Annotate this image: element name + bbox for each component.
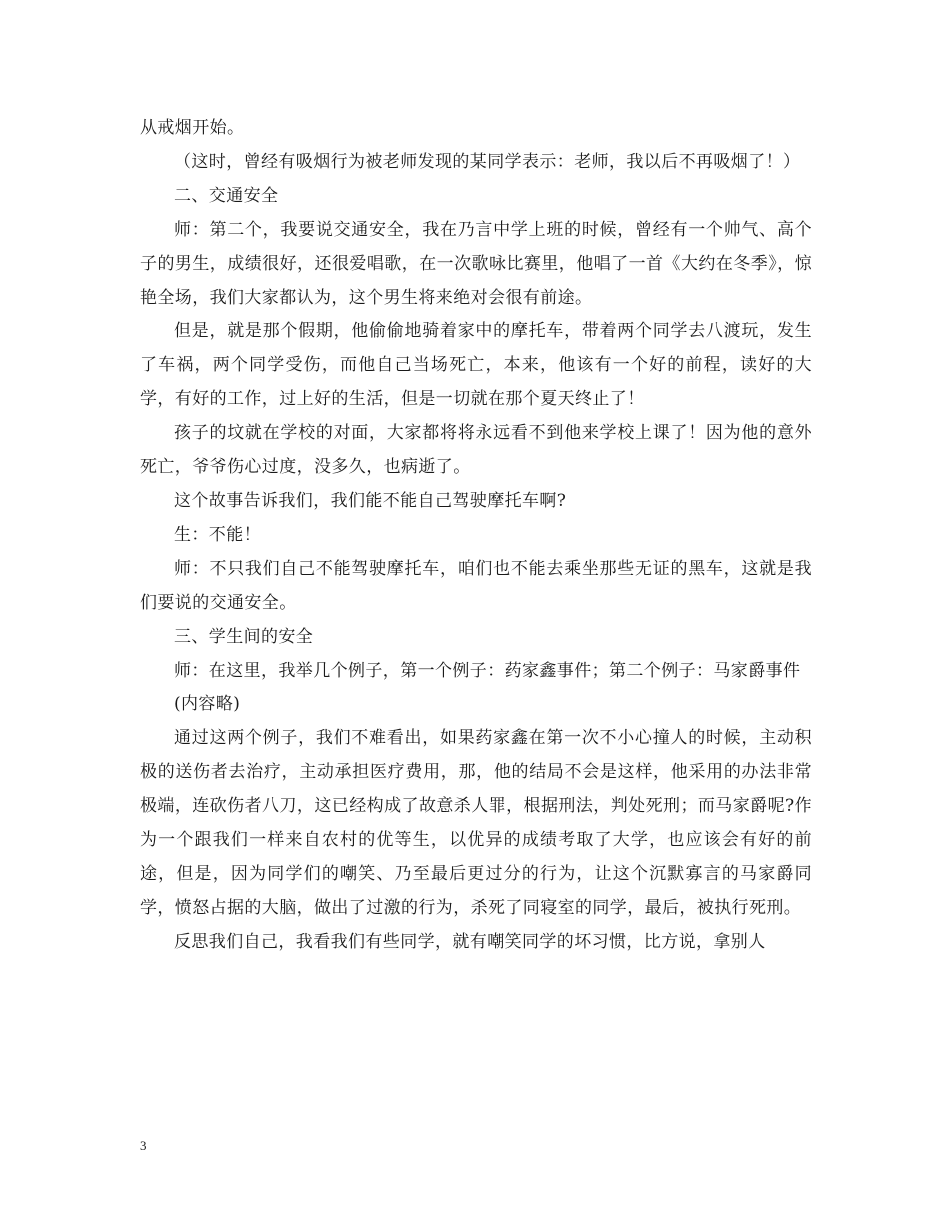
paragraph: 但是，就是那个假期，他偷偷地骑着家中的摩托车，带着两个同学去八渡玩，发生了车祸，两个同学受伤，而他自己当场死亡，本来，他该有一个好的前程，读好的大学，有好的工作，过上好的生活，但是一切就在那个夏天终止了！ <box>140 321 812 410</box>
paragraph: （这时，曾经有吸烟行为被老师发现的某同学表示：老师，我以后不再吸烟了！） <box>174 151 801 172</box>
paragraph: 从戒烟开始。 <box>140 118 245 138</box>
document-body <box>140 112 812 960</box>
page-number: 3 <box>140 1138 147 1153</box>
paragraph: 师：在这里，我举几个例子，第一个例子：药家鑫事件；第二个例子：马家爵事件 <box>174 660 801 681</box>
paragraph: (内容略) <box>174 694 241 715</box>
paragraph: 通过这两个例子，我们不难看出，如果药家鑫在第一次不小心撞人的时候，主动积极的送伤者去治疗，主动承担医疗费用，那，他的结局不会是这样，他采用的办法非常极端，连砍伤者八刀，这已经构成了故意杀人罪，根据刑法，判处死刑；而马家爵呢?作为一个跟我们一样来自农村的优等生，以优异的成绩考取了大学，也应该会有好的前途，但是，因为同学们的嘲笑、乃至最后更过分的行为，让这个沉默寡言的马家爵同学，愤怒占据的大脑，做出了过激的行为，杀死了同寝室的同学，最后，被执行死刑。 <box>140 728 812 918</box>
paragraph: 师：不只我们自己不能驾驶摩托车，咱们也不能去乘坐那些无证的黑车，这就是我们要说的交通安全。 <box>140 558 812 613</box>
section-heading: 二、交通安全 <box>174 185 279 206</box>
paragraph: 这个故事告诉我们，我们能不能自己驾驶摩托车啊? <box>174 490 567 511</box>
paragraph: 师：第二个，我要说交通安全，我在乃言中学上班的时候，曾经有一个帅气、高个子的男生，成绩很好，还很爱唱歌，在一次歌咏比赛里，他唱了一首《大约在冬季》，惊艳全场，我们大家都认为，这个男生将来绝对会很有前途。 <box>140 219 812 308</box>
paragraph: 生：不能！ <box>174 524 261 545</box>
paragraph: 反思我们自己，我看我们有些同学，就有嘲笑同学的坏习惯，比方说，拿别人 <box>174 931 766 952</box>
section-heading: 三、学生间的安全 <box>174 626 314 647</box>
paragraph: 孩子的坟就在学校的对面，大家都将将永远看不到他来学校上课了！因为他的意外死亡，爷爷伤心过度，没多久，也病逝了。 <box>140 423 812 478</box>
